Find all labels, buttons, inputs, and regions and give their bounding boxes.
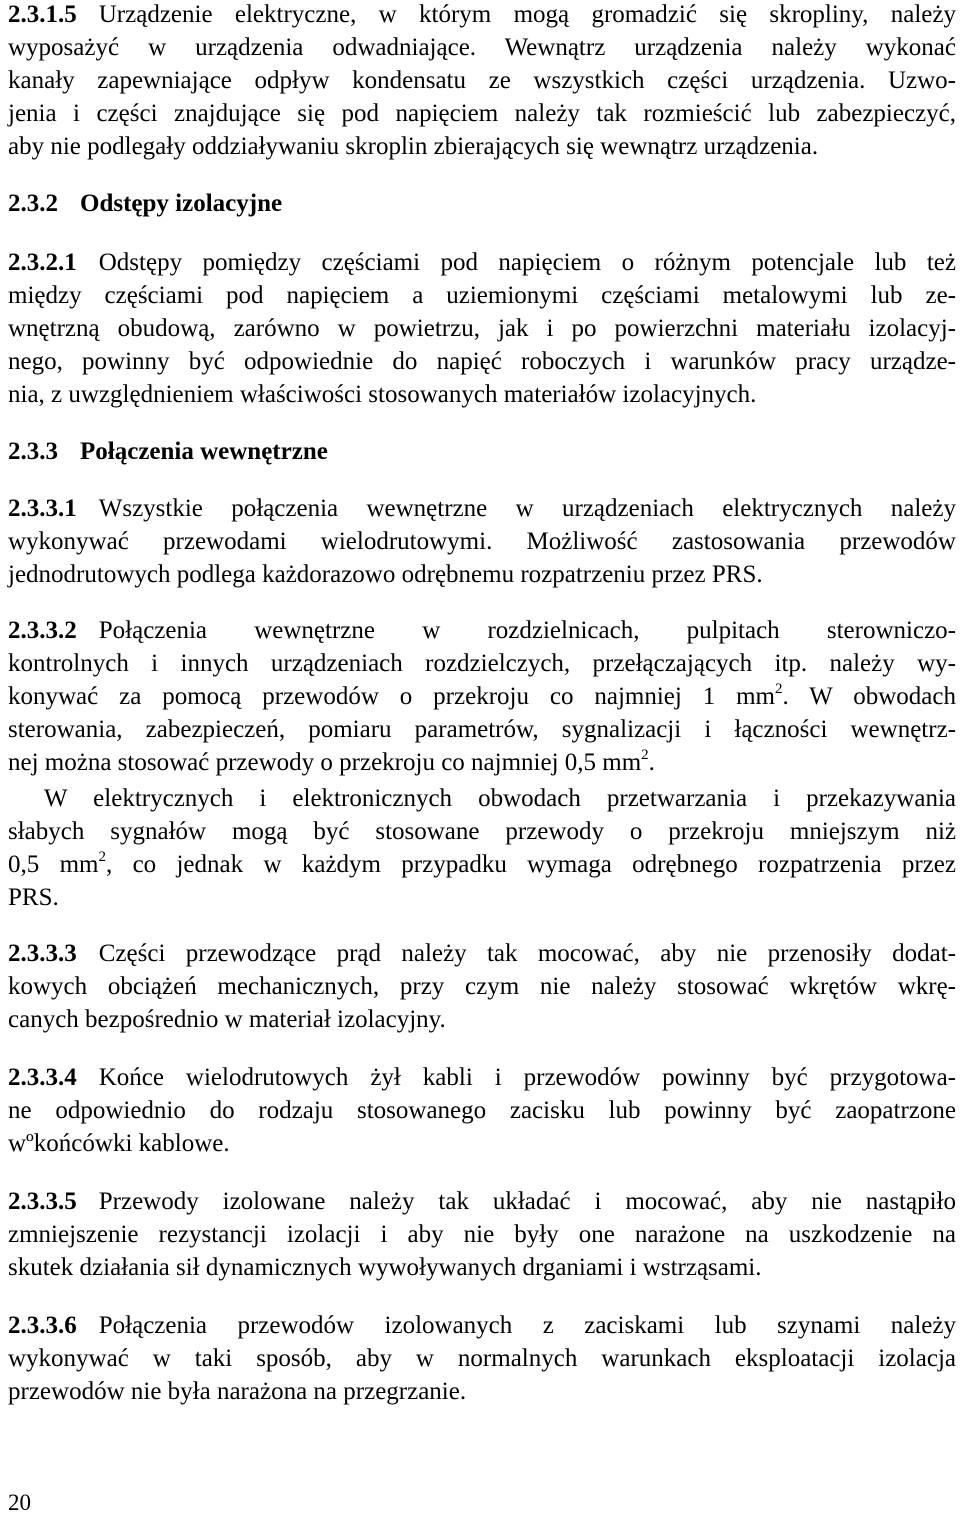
paragraph-line: ne odpowiednio do rodzaju stosowanego zacisku lub powinny być zaopatrzone <box>8 1097 956 1124</box>
paragraph-line: wykonywać przewodami wielodrutowymi. Możliwość zastosowania przewodów <box>8 528 956 555</box>
superscript: 2 <box>641 746 649 763</box>
paragraph-line <box>8 246 956 279</box>
paragraph-text: . <box>648 749 655 776</box>
paragraph-line: między częściami pod napięciem a uziemionymi częściami metalowymi lub ze- <box>8 282 956 309</box>
superscript: 2 <box>98 848 106 865</box>
section-heading <box>8 187 956 220</box>
paragraph-line: przewodów nie była narażona na przegrzanie. <box>8 1378 467 1405</box>
paragraph-line <box>8 492 956 525</box>
paragraph-text: 0,5 mm <box>8 851 99 878</box>
section-title: Połączenia wewnętrzne <box>80 438 328 465</box>
paragraph-line: sterowania, zabezpieczeń, pomiaru parametrów, sygnalizacji i łączności wewnętrz- <box>8 716 956 743</box>
paragraph-text: Wszystkie połączenia wewnętrzne w urządzeniach elektrycznych należy <box>98 495 956 522</box>
paragraph-line: wyposażyć w urządzenia odwadniające. Wewnątrz urządzenia należy wykonać <box>8 34 956 61</box>
paragraph-line: nego, powinny być odpowiednie do napięć roboczych i warunków pracy urządze- <box>8 348 956 375</box>
paragraph-line: jenia i części znajdujące się pod napięciem należy tak rozmieścić lub zabezpieczyć, <box>8 100 956 127</box>
paragraph-line: kanały zapewniające odpływ kondensatu ze wszystkich części urządzenia. Uzwo- <box>8 67 956 94</box>
paragraph-line: nia, z uwzględnieniem właściwości stosowanych materiałów izolacyjnych. <box>8 381 757 408</box>
paragraph-line: PRS. <box>8 884 59 911</box>
paragraph-text: Końce wielodrutowych żył kabli i przewodów powinny być przygotowa- <box>98 1064 956 1091</box>
section-number: 2.3.3 <box>8 438 58 465</box>
section-title: Odstępy izolacyjne <box>80 190 283 217</box>
paragraph-line: kowych obciążeń mechanicznych, przy czym nie należy stosować wkrętów wkrę- <box>8 973 956 1000</box>
section-heading <box>8 435 956 468</box>
paragraph-line: słabych sygnałów mogą być stosowane przewody o przekroju mniejszym niż <box>8 818 956 845</box>
paragraph-text: Odstępy pomiędzy częściami pod napięciem o różnym potencjale lub też <box>98 249 956 276</box>
paragraph-number: 2.3.3.4 <box>8 1064 77 1091</box>
paragraph-line <box>8 0 956 31</box>
paragraph-line <box>8 614 956 647</box>
paragraph-line: wnętrzną obudową, zarówno w powietrzu, jak i po powierzchni materiału izolacyj- <box>8 315 956 342</box>
paragraph-number: 2.3.3.3 <box>8 940 77 967</box>
paragraph-text: . W obwodach <box>782 683 956 710</box>
paragraph-line <box>8 937 956 970</box>
paragraph-line <box>8 680 956 713</box>
paragraph-line: wºkońcówki kablowe. <box>8 1130 230 1157</box>
paragraph-text: konywać za pomocą przewodów o przekroju co najmniej 1 mm <box>8 683 775 710</box>
page-number: 20 <box>8 1490 31 1515</box>
paragraph-line <box>8 1309 956 1342</box>
paragraph-text: nej można stosować przewody o przekroju co najmniej 0,5 mm <box>8 749 642 776</box>
paragraph-line: aby nie podlegały oddziaływaniu skroplin zbierających się wewnątrz urządzenia. <box>8 133 819 160</box>
paragraph-line: W elektrycznych i elektronicznych obwodach przetwarzania i przekazywania <box>44 785 956 812</box>
paragraph-line: jednodrutowych podlega każdorazowo odrębnemu rozpatrzeniu przez PRS. <box>8 561 763 588</box>
paragraph-text: Części przewodzące prąd należy tak mocować, aby nie przenosiły dodat- <box>98 940 956 967</box>
paragraph-line <box>8 1185 956 1218</box>
paragraph-text: Przewody izolowane należy tak układać i mocować, aby nie nastąpiło <box>98 1188 956 1215</box>
paragraph-number: 2.3.3.1 <box>8 495 77 522</box>
paragraph-line: skutek działania sił dynamicznych wywoływanych drganiami i wstrząsami. <box>8 1254 762 1281</box>
paragraph-line: zmniejszenie rezystancji izolacji i aby nie były one narażone na uszkodzenie na <box>8 1221 956 1248</box>
paragraph-number: 2.3.2.1 <box>8 249 77 276</box>
paragraph-line <box>8 848 956 881</box>
paragraph-text: Połączenia przewodów izolowanych z zaciskami lub szynami należy <box>98 1312 956 1339</box>
paragraph-line <box>8 1061 956 1094</box>
paragraph-text: Urządzenie elektryczne, w którym mogą gromadzić się skropliny, należy <box>98 1 956 28</box>
paragraph-number: 2.3.1.5 <box>8 1 77 28</box>
section-number: 2.3.2 <box>8 190 58 217</box>
paragraph-line: kontrolnych i innych urządzeniach rozdzielczych, przełączających itp. należy wy- <box>8 650 956 677</box>
paragraph-number: 2.3.3.2 <box>8 617 77 644</box>
paragraph-number: 2.3.3.6 <box>8 1312 77 1339</box>
paragraph-number: 2.3.3.5 <box>8 1188 77 1215</box>
paragraph-text: , co jednak w każdym przypadku wymaga odrębnego rozpatrzenia przez <box>105 851 956 878</box>
paragraph-line <box>8 746 956 779</box>
superscript: 2 <box>775 680 783 697</box>
paragraph-line: wykonywać w taki sposób, aby w normalnych warunkach eksploatacji izolacja <box>8 1345 956 1372</box>
paragraph-text: Połączenia wewnętrzne w rozdzielnicach, pulpitach sterowniczo- <box>98 617 956 644</box>
paragraph-line: canych bezpośrednio w materiał izolacyjny. <box>8 1006 446 1033</box>
